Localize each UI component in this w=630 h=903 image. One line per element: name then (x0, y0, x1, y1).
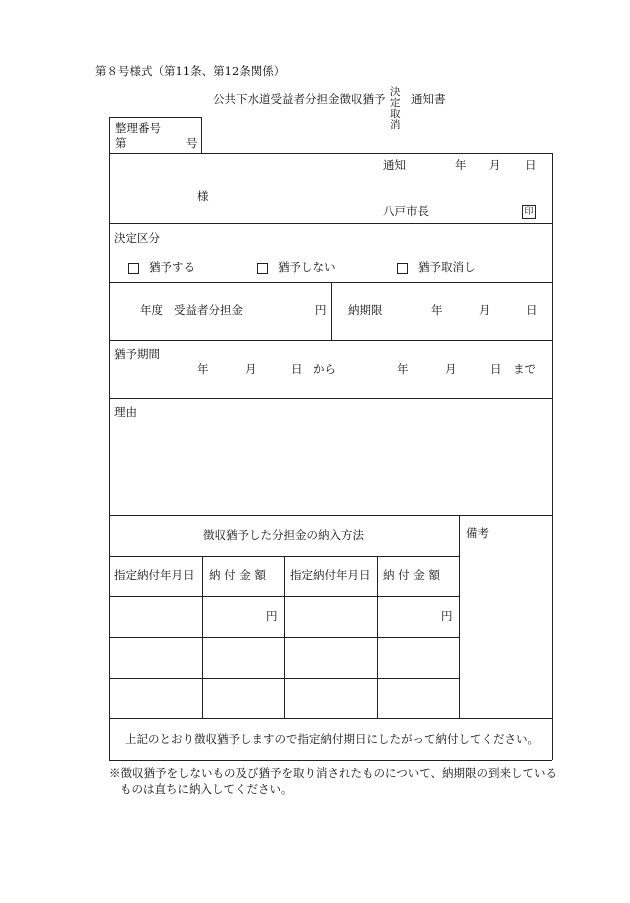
title-suffix: 通知書 (411, 92, 446, 106)
period-end-day: 日 (490, 362, 502, 376)
payment-notice: 上記のとおり徴収猶予しますので指定納付期日にしたがって納付してください。 (125, 732, 539, 746)
period-start-year: 年 (197, 362, 209, 376)
checkbox-icon[interactable] (128, 263, 139, 274)
col-header-amount-1: 納 付 金 額 (209, 568, 266, 582)
col-header-date-1: 指定納付年月日 (114, 568, 195, 582)
seal-mark: 印 (522, 205, 536, 219)
decision-option-cancel[interactable] (397, 262, 476, 274)
period-end-month: 月 (445, 362, 457, 376)
ref-number-prefix: 第 (115, 136, 127, 150)
period-label: 猶予期間 (114, 347, 160, 361)
ref-number-suffix: 号 (186, 136, 198, 150)
decision-option-label: 猶予しない (278, 260, 336, 274)
notice-year: 年 (455, 158, 467, 172)
remarks-label: 備考 (466, 526, 489, 540)
period-start-day: 日 (291, 362, 303, 376)
deadline-day: 日 (526, 303, 538, 317)
form-number: 第８号様式（第11条、第12条関係） (95, 64, 286, 78)
period-until: まで (513, 362, 536, 376)
decision-label: 決定区分 (114, 231, 160, 245)
deadline-month: 月 (479, 303, 491, 317)
notice-label: 通知 (383, 158, 406, 172)
decision-option-grant[interactable] (128, 262, 195, 274)
notice-month: 月 (489, 158, 501, 172)
period-end-year: 年 (397, 362, 409, 376)
recipient-honorific: 様 (197, 189, 209, 203)
amount-yen-2: 円 (441, 609, 453, 623)
decision-option-deny[interactable] (257, 262, 336, 274)
period-start-month: 月 (245, 362, 257, 376)
amount-yen-1: 円 (266, 609, 278, 623)
burden-charge-label: 受益者分担金 (174, 303, 243, 317)
title-stack-bottom: 取消 (390, 108, 401, 131)
title-prefix: 公共下水道受益者分担金徴収猶予 (213, 92, 386, 106)
checkbox-icon[interactable] (257, 263, 268, 274)
payment-table-title: 徴収猶予した分担金の納入方法 (203, 528, 364, 542)
checkbox-icon[interactable] (397, 263, 408, 274)
notice-day: 日 (525, 158, 537, 172)
footnote-line-1: ※徴収猶予をしないもの及び猶予を取り消されたものについて、納期限の到来している (109, 766, 558, 780)
title-stack (390, 87, 401, 131)
col-header-date-2: 指定納付年月日 (290, 568, 371, 582)
reason-label: 理由 (114, 405, 137, 419)
amount-yen: 円 (315, 303, 327, 317)
decision-option-label: 猶予する (149, 260, 195, 274)
title-stack-top: 決定 (390, 86, 401, 109)
footnote-line-2: ものは直ちに納入してください。 (120, 782, 293, 796)
decision-option-label: 猶予取消し (418, 260, 476, 274)
period-from: から (313, 362, 336, 376)
issuer-name: 八戸市長 (383, 204, 429, 218)
deadline-label: 納期限 (348, 303, 383, 317)
deadline-year: 年 (431, 303, 443, 317)
fiscal-year-label: 年度 (140, 303, 163, 317)
ref-number-label: 整理番号 (115, 121, 161, 135)
col-header-amount-2: 納 付 金 額 (383, 568, 440, 582)
